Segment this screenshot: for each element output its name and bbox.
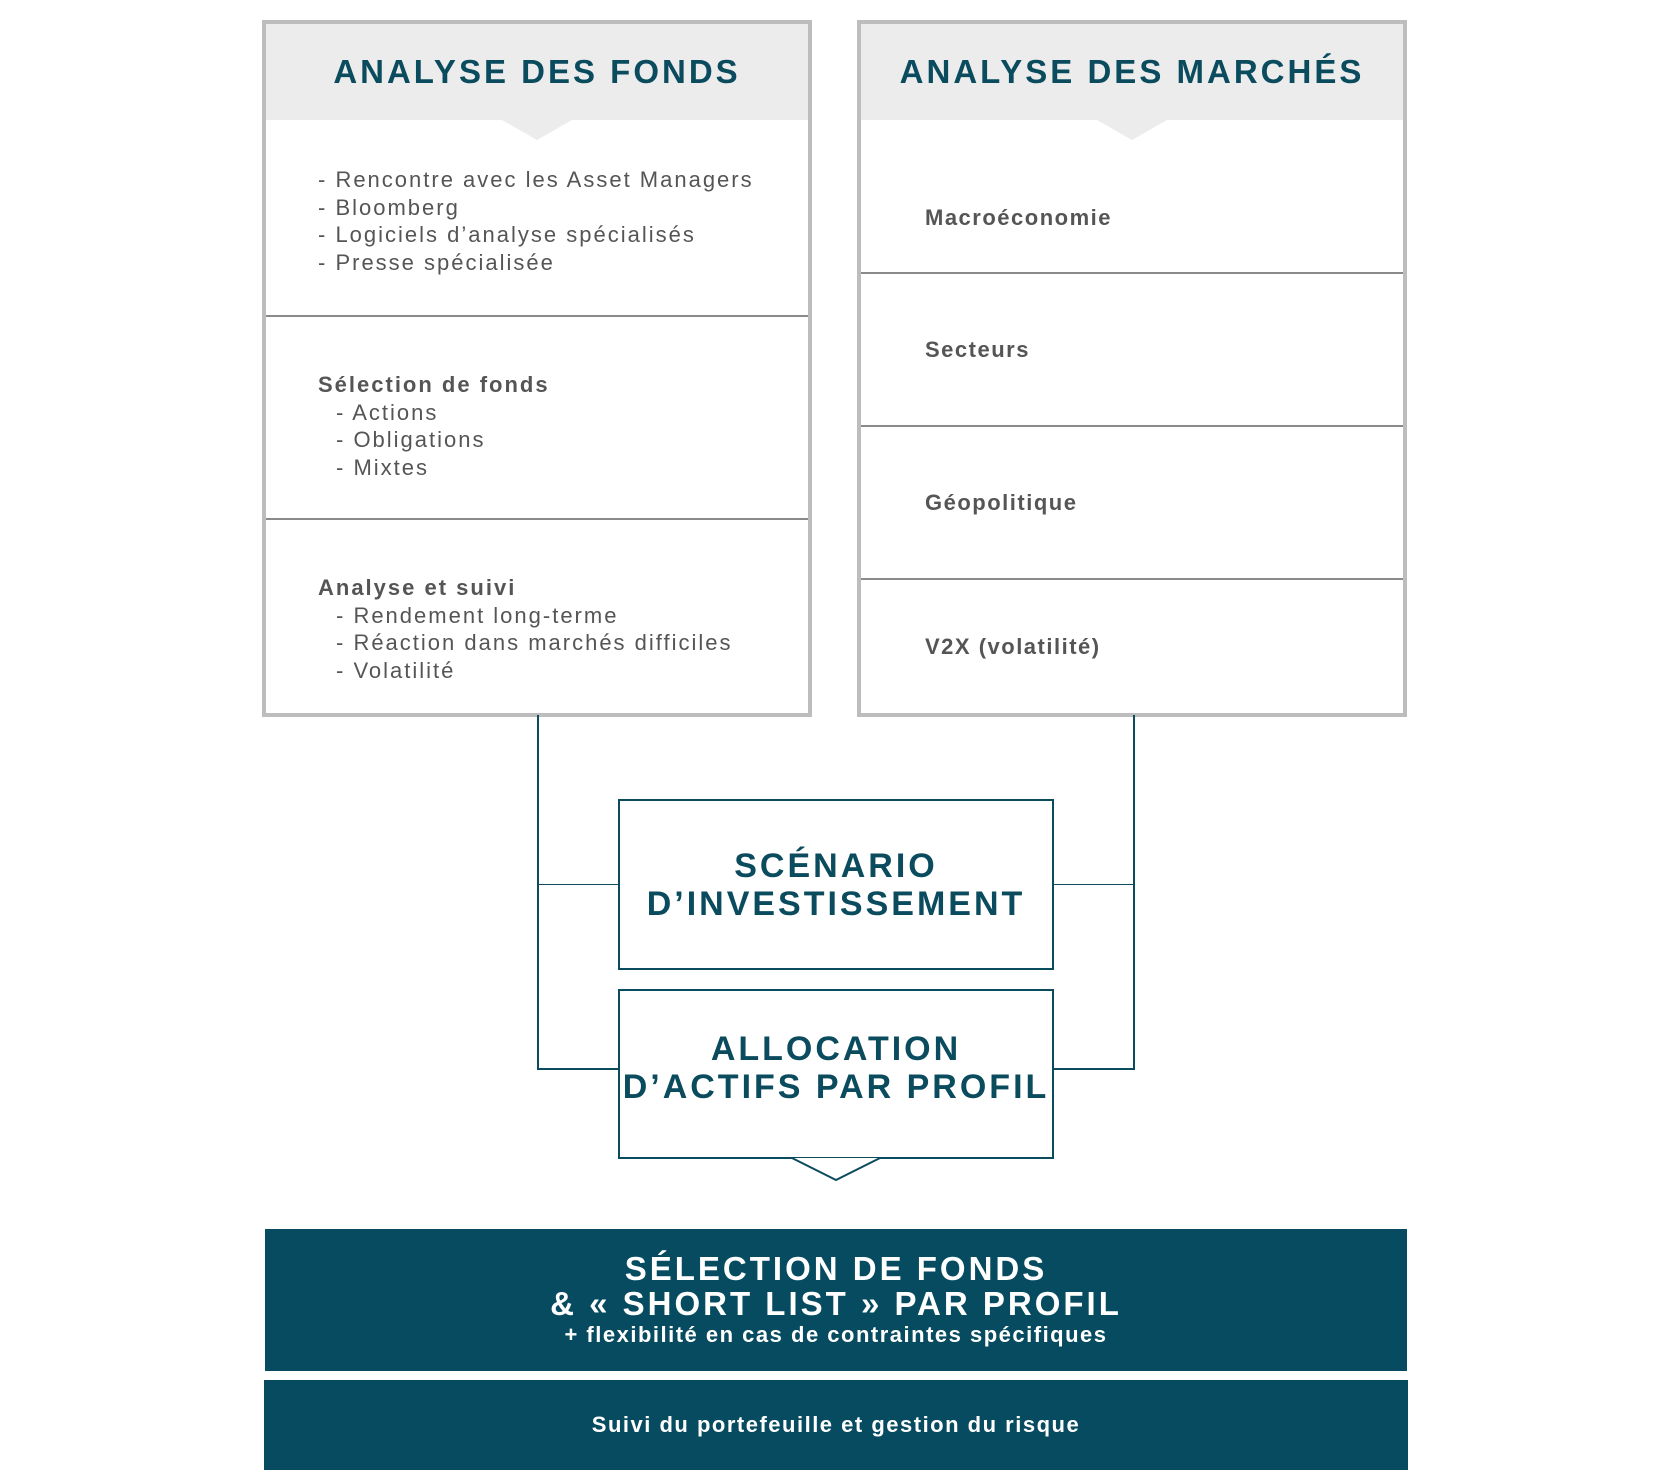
- funds-source-item: - Presse spécialisée: [318, 249, 555, 275]
- funds-selection-item: - Mixtes: [336, 454, 429, 480]
- monitoring-bar-label: Suivi du portefeuille et gestion du risque: [591, 1412, 1081, 1437]
- scenario-line-2: D’INVESTISSEMENT: [646, 884, 1026, 923]
- left-branch-line: [537, 884, 620, 885]
- funds-sources-section: [266, 120, 808, 315]
- asset-allocation-box: [618, 989, 1054, 1159]
- funds-analysis-panel: [262, 20, 812, 717]
- funds-source-item: - Bloomberg: [318, 194, 460, 220]
- markets-item-label: Géopolitique: [925, 489, 1078, 515]
- left-connector: [537, 715, 620, 1070]
- funds-analysis-item: - Rendement long-terme: [336, 602, 619, 628]
- allocation-arrow-icon: [790, 1156, 882, 1183]
- funds-source-item: - Logiciels d’analyse spécialisés: [318, 222, 696, 247]
- funds-analysis-section: [266, 518, 808, 713]
- selection-bar-line-3: + flexibilité en cas de contraintes spécifiques: [564, 1322, 1108, 1347]
- selection-bar-line-1: SÉLECTION DE FONDS: [624, 1250, 1048, 1287]
- investment-scenario-box: [618, 799, 1054, 970]
- markets-item-sectors: [861, 272, 1403, 425]
- funds-panel-title: ANALYSE DES FONDS: [266, 24, 808, 120]
- markets-item-geopolitics: [861, 425, 1403, 578]
- funds-selection-item: - Actions: [336, 399, 439, 425]
- markets-item-label: V2X (volatilité): [925, 633, 1101, 659]
- selection-bar-line-2: & « SHORT LIST » PAR PROFIL: [550, 1285, 1122, 1322]
- allocation-line-2: D’ACTIFS PAR PROFIL: [622, 1068, 1050, 1106]
- markets-item-volatility: [861, 578, 1403, 713]
- right-branch-line: [1052, 884, 1134, 885]
- funds-source-item: - Rencontre avec les Asset Managers: [318, 167, 754, 192]
- markets-analysis-panel: [857, 20, 1407, 717]
- markets-item-macro: [861, 120, 1403, 272]
- funds-selection-item: - Obligations: [336, 427, 486, 452]
- portfolio-monitoring-bar: [264, 1380, 1408, 1470]
- allocation-line-1: ALLOCATION: [710, 1030, 962, 1068]
- markets-panel-title: ANALYSE DES MARCHÉS: [861, 24, 1403, 120]
- funds-selection-section: [266, 315, 808, 518]
- funds-analysis-item: - Réaction dans marchés difficiles: [336, 630, 733, 655]
- right-connector: [1052, 715, 1135, 1070]
- fund-selection-bar: [265, 1229, 1407, 1371]
- funds-analysis-item: - Volatilité: [336, 657, 456, 683]
- scenario-line-1: SCÉNARIO: [734, 846, 938, 885]
- funds-analysis-title: Analyse et suivi: [318, 575, 517, 600]
- markets-item-label: Macroéconomie: [925, 205, 1112, 230]
- funds-selection-title: Sélection de fonds: [318, 372, 550, 397]
- markets-item-label: Secteurs: [925, 336, 1030, 362]
